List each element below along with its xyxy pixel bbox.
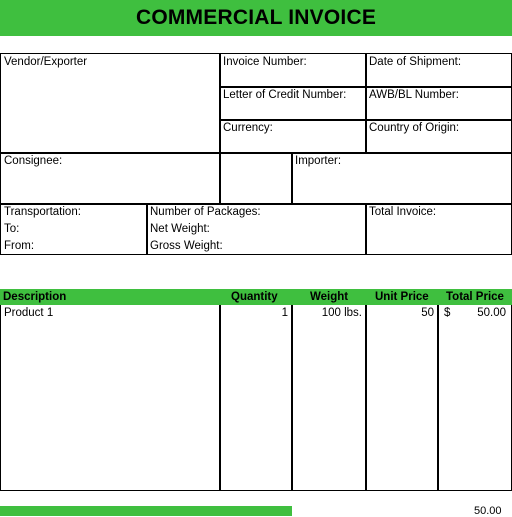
item-unit-price[interactable]: 50 [421,307,434,319]
page-title [0,0,512,36]
packages-weight-cell[interactable] [146,203,367,255]
col-header-unit-price: Unit Price [375,291,429,303]
quantity-column [219,305,293,491]
awb-bl-number-label: AWB/BL Number: [369,89,459,101]
gross-weight-label: Gross Weight: [150,240,223,252]
transportation-cell[interactable] [0,203,148,255]
total-invoice-label: Total Invoice: [369,206,437,218]
vendor-exporter-cell[interactable] [0,53,221,154]
col-header-total-price: Total Price [446,291,504,303]
consignee-cell[interactable] [0,152,221,205]
consignee-label: Consignee: [4,155,63,167]
unit-price-column [365,305,439,491]
weight-column [291,305,367,491]
item-quantity[interactable]: 1 [281,307,288,319]
invoice-title: COMMERCIAL INVOICE [135,6,377,29]
description-column [0,305,221,491]
items-table-header [0,289,512,305]
item-currency-symbol: $ [444,307,451,319]
importer-label: Importer: [295,155,342,167]
date-of-shipment-label: Date of Shipment: [369,56,462,68]
subtotal-value: 50.00 [474,505,502,517]
invoice-number-label: Invoice Number: [223,56,307,68]
date-of-shipment-cell[interactable] [365,53,512,88]
total-invoice-cell[interactable] [365,203,512,255]
col-header-weight: Weight [310,291,349,303]
col-header-description: Description [3,291,67,303]
invoice-number-cell[interactable] [219,53,367,88]
currency-label: Currency: [223,122,273,134]
net-weight-label: Net Weight: [150,223,210,235]
consignee-extra-cell[interactable] [219,152,293,205]
currency-cell[interactable] [219,119,367,154]
additional-info-header [0,506,292,516]
total-price-column [437,305,512,491]
country-of-origin-cell[interactable] [365,119,512,154]
number-of-packages-label: Number of Packages: [150,206,261,218]
awb-bl-number-cell[interactable] [365,86,512,121]
col-header-quantity: Quantity [231,291,278,303]
importer-cell[interactable] [291,152,512,205]
item-total-price[interactable]: 50.00 [477,307,506,319]
to-label: To: [4,223,20,235]
item-weight[interactable]: 100 lbs. [321,307,362,319]
country-of-origin-label: Country of Origin: [369,122,460,134]
letter-of-credit-cell[interactable] [219,86,367,121]
vendor-exporter-label: Vendor/Exporter [4,56,88,68]
from-label: From: [4,240,35,252]
letter-of-credit-label: Letter of Credit Number: [223,89,347,101]
item-description[interactable]: Product 1 [4,307,54,319]
transportation-label: Transportation: [4,206,81,218]
